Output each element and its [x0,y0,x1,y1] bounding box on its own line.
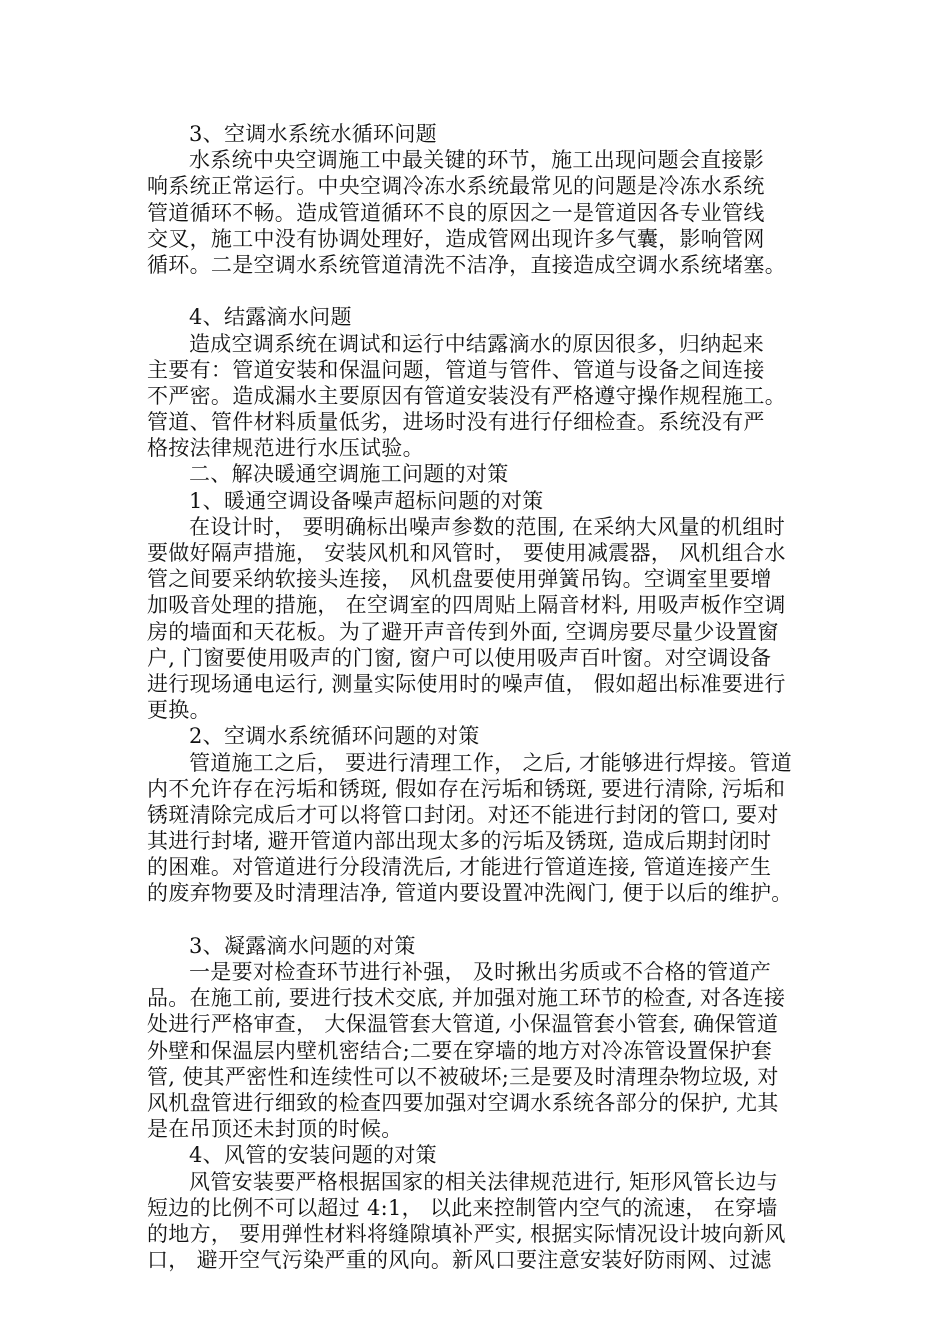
paragraph-line: 外壁和保温层内壁机密结合;二要在穿墙的地方对冷冻管设置保护套 [147,1038,773,1063]
chapter-heading: 二、解决暖通空调施工问题的对策 [189,462,509,487]
paragraph-line: 响系统正常运行。中央空调冷冻水系统最常见的问题是冷冻水系统 [147,174,765,199]
paragraph-line: 管, 使其严密性和连续性可以不被破坏;三是要及时清理杂物垃圾, 对 [147,1064,779,1089]
paragraph-line: 短边的比例不可以超过 4:1， 以此来控制管内空气的流速， 在穿墙 [147,1195,778,1220]
paragraph-line: 管道施工之后， 要进行清理工作， 之后, 才能够进行焊接。管道 [189,750,792,775]
paragraph-line: 管之间要采纳软接头连接， 风机盘要使用弹簧吊钩。空调室里要增 [147,567,772,592]
section-heading: 4、风管的安装问题的对策 [189,1143,437,1168]
paragraph-line: 处进行严格审查， 大保温管套大管道, 小保温管套小管套, 确保管道 [147,1012,779,1037]
paragraph-line: 主要有：管道安装和保温问题，管道与管件、管道与设备之间连接 [147,357,765,382]
paragraph-line: 锈斑清除完成后才可以将管口封闭。对还不能进行封闭的管口, 要对 [147,802,779,827]
paragraph-line: 在设计时， 要明确标出噪声参数的范围, 在采纳大风量的机组时 [189,514,786,539]
paragraph-line: 要做好隔声措施， 安装风机和风管时， 要使用减震器， 风机组合水 [147,541,786,565]
paragraph-line: 风机盘管进行细致的检查四要加强对空调水系统各部分的保护, 尤其 [147,1090,779,1115]
paragraph-line: 水系统中央空调施工中最关键的环节，施工出现问题会直接影 [189,148,765,173]
paragraph-line: 的地方， 要用弹性材料将缝隙填补严实, 根据实际情况设计坡向新风 [147,1221,786,1246]
paragraph-line: 格按法律规范进行水压试验。 [147,436,424,461]
paragraph-line: 其进行封堵, 避开管道内部出现太多的污垢及锈斑, 造成后期封闭时 [147,829,772,854]
paragraph-line: 房的墙面和天花板。为了避开声音传到外面, 空调房要尽量少设置窗 [147,619,779,644]
paragraph-line: 造成空调系统在调试和运行中结露滴水的原因很多，归纳起来 [189,331,765,356]
section-heading: 4、结露滴水问题 [189,305,352,330]
paragraph-line: 加吸音处理的措施， 在空调室的四周贴上隔音材料, 用吸声板作空调 [147,593,786,618]
paragraph-line: 口， 避开空气污染严重的风向。新风口要注意安装好防雨网、过滤 [147,1248,772,1273]
paragraph-line: 管道循环不畅。造成管道循环不良的原因之一是管道因各专业管线 [147,200,765,225]
section-heading: 2、空调水系统循环问题的对策 [189,724,480,749]
paragraph-line: 进行现场通电运行, 测量实际使用时的噪声值， 假如超出标准要进行 [147,671,786,696]
paragraph-line: 品。在施工前, 要进行技术交底, 并加强对施工环节的检查, 对各连接 [147,986,786,1011]
paragraph-line: 交叉，施工中没有协调处理好，造成管网出现许多气囊，影响管网 [147,226,765,251]
paragraph-line: 内不允许存在污垢和锈斑, 假如存在污垢和锈斑, 要进行清除, 污垢和 [147,776,786,801]
paragraph-line: 是在吊顶还未封顶的时候。 [147,1117,403,1142]
paragraph-line: 更换。 [147,698,211,723]
paragraph-line: 的困难。对管道进行分段清洗后, 才能进行管道连接, 管道连接产生 [147,855,772,880]
section-heading: 3、空调水系统水循环问题 [189,122,437,146]
paragraph-line: 的废弃物要及时清理洁净, 管道内要设置冲洗阀门, 便于以后的维护。 [147,881,793,906]
blank-line [147,278,807,304]
section-heading: 3、凝露滴水问题的对策 [189,933,416,958]
document-page [147,121,807,1273]
paragraph-line: 循环。二是空调水系统管道清洗不洁净，直接造成空调水系统堵塞。 [147,252,786,277]
section-heading: 1、暖通空调设备噪声超标问题的对策 [189,488,544,513]
paragraph-line: 管道、管件材料质量低劣，进场时没有进行仔细检查。系统没有严 [147,410,765,435]
paragraph-line: 户, 门窗要使用吸声的门窗, 窗户可以使用吸声百叶窗。对空调设备 [147,645,772,670]
paragraph-line: 不严密。造成漏水主要原因有管道安装没有严格遵守操作规程施工。 [147,383,786,408]
blank-line [147,907,807,933]
paragraph-line: 风管安装要严格根据国家的相关法律规范进行, 矩形风管长边与 [189,1169,779,1194]
paragraph-line: 一是要对检查环节进行补强， 及时揪出劣质或不合格的管道产 [189,960,772,984]
